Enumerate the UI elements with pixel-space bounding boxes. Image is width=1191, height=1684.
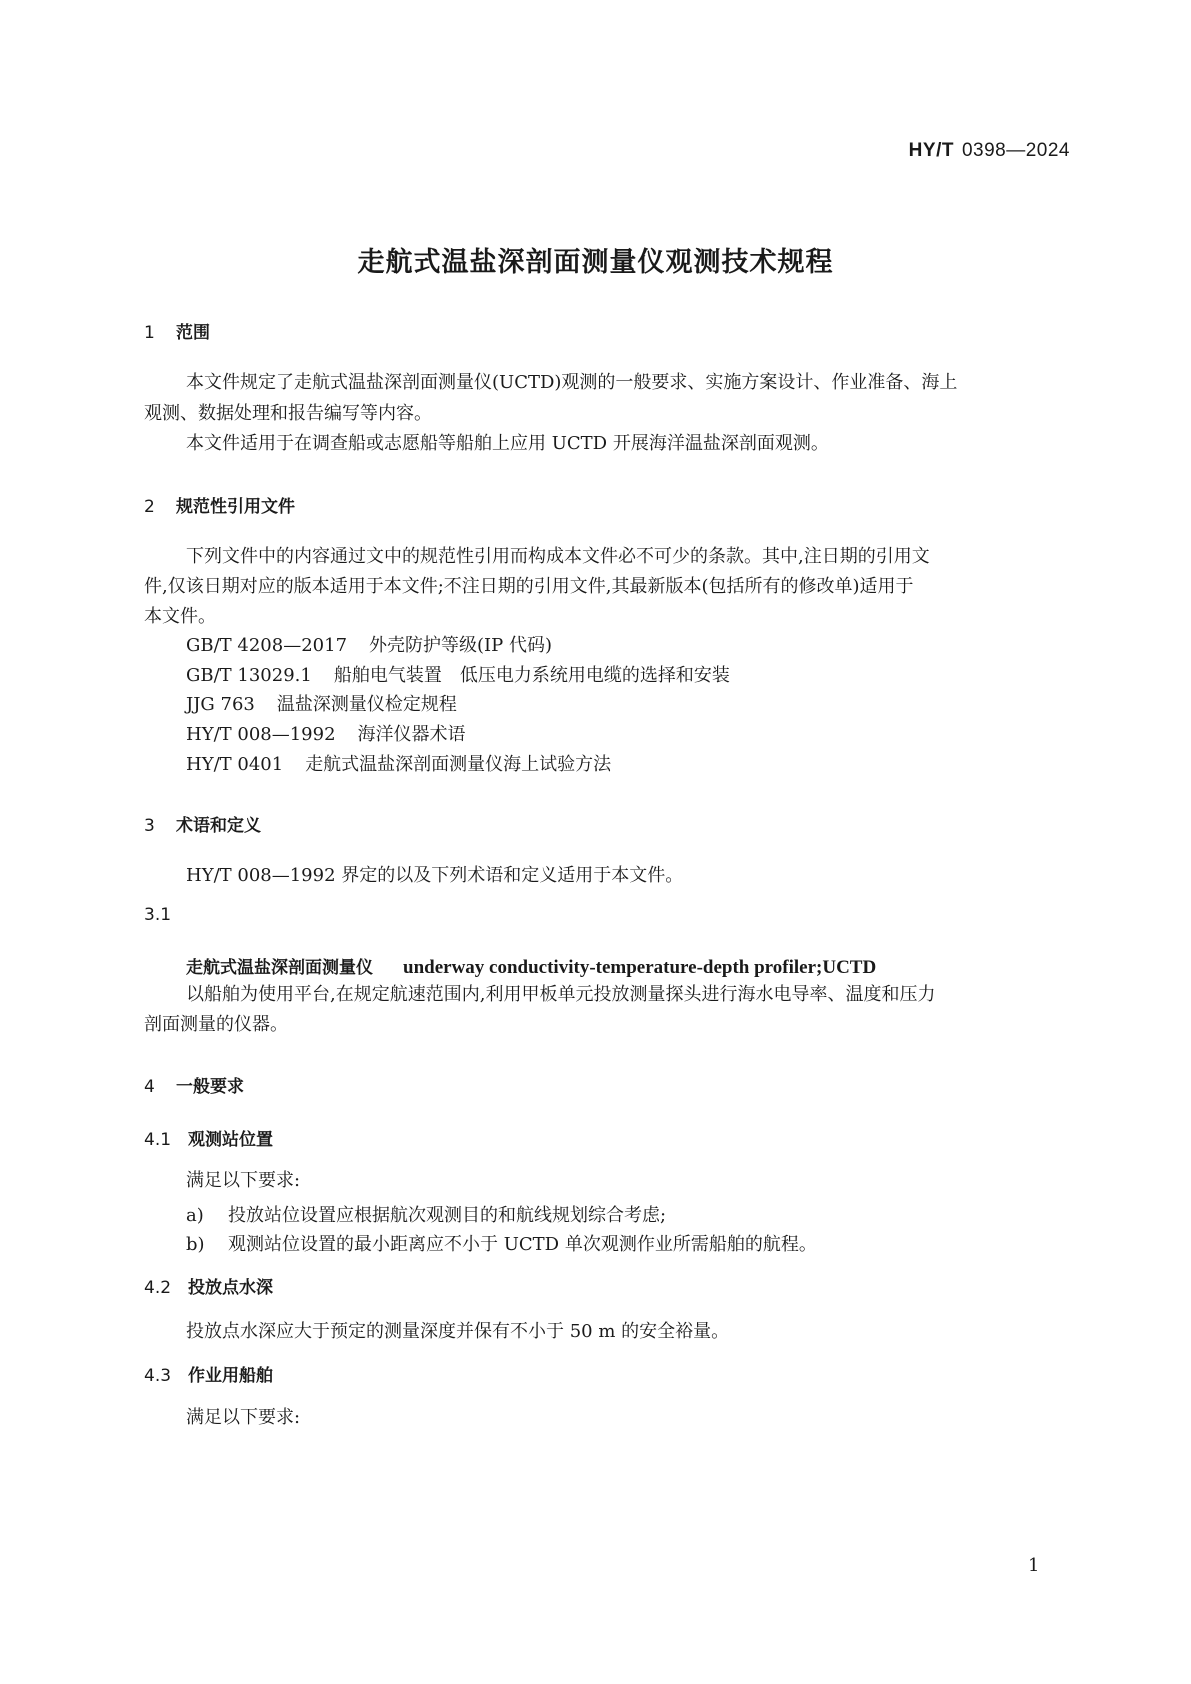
definition-line: 以船舶为使用平台,在规定航速范围内,利用甲板单元投放测量探头进行海水电导率、温度和压力 bbox=[186, 984, 936, 1005]
document-title: 走航式温盐深剖面测量仪观测技术规程 bbox=[357, 247, 834, 278]
section-number: 1 bbox=[144, 323, 155, 343]
list-marker: a) bbox=[186, 1205, 204, 1226]
reference-code: HY/T 0401 bbox=[186, 754, 284, 775]
reference-item bbox=[186, 750, 611, 776]
reference-name: 温盐深测量仪检定规程 bbox=[276, 694, 457, 715]
section-number: 4.3 bbox=[144, 1366, 172, 1386]
paragraph-line: 投放点水深应大于预定的测量深度并保有不小于 50 m 的安全裕量。 bbox=[186, 1321, 730, 1342]
list-item bbox=[186, 1230, 817, 1256]
reference-code: HY/T 008—1992 bbox=[186, 724, 336, 745]
section-4-3-heading bbox=[144, 1361, 273, 1386]
section-4-2-heading bbox=[144, 1273, 273, 1298]
section-number: 4.2 bbox=[144, 1278, 172, 1298]
section-title: 范围 bbox=[176, 323, 210, 343]
section-4-heading bbox=[144, 1072, 244, 1097]
section-number: 3 bbox=[144, 816, 155, 836]
standard-number: 0398—2024 bbox=[961, 140, 1070, 161]
paragraph-line: 本文件适用于在调查船或志愿船等船舶上应用 UCTD 开展海洋温盐深剖面观测。 bbox=[186, 433, 829, 454]
reference-item bbox=[186, 690, 457, 716]
list-text: 投放站位设置应根据航次观测目的和航线规划综合考虑; bbox=[228, 1205, 667, 1226]
section-title: 术语和定义 bbox=[176, 816, 261, 836]
paragraph-line: 满足以下要求: bbox=[186, 1407, 301, 1428]
section-title: 作业用船舶 bbox=[188, 1366, 273, 1386]
paragraph-line: 本文件规定了走航式温盐深剖面测量仪(UCTD)观测的一般要求、实施方案设计、作业准备、海上 bbox=[186, 372, 958, 393]
paragraph-line: 观测、数据处理和报告编写等内容。 bbox=[144, 403, 432, 424]
reference-item bbox=[186, 631, 552, 657]
paragraph-line: 件,仅该日期对应的版本适用于本文件;不注日期的引用文件,其最新版本(包括所有的修改单)适用于 bbox=[144, 576, 914, 597]
standard-code bbox=[700, 140, 1070, 162]
section-number: 4 bbox=[144, 1077, 155, 1097]
reference-name: 船舶电气装置 低压电力系统用电缆的选择和安装 bbox=[333, 665, 730, 686]
section-title: 观测站位置 bbox=[188, 1130, 273, 1150]
list-text: 观测站位设置的最小距离应不小于 UCTD 单次观测作业所需船舶的航程。 bbox=[228, 1234, 817, 1255]
paragraph-line: 下列文件中的内容通过文中的规范性引用而构成本文件必不可少的条款。其中,注日期的引用文 bbox=[186, 546, 930, 567]
section-number: 4.1 bbox=[144, 1130, 172, 1150]
section-title: 投放点水深 bbox=[188, 1278, 273, 1298]
reference-code: JJG 763 bbox=[186, 694, 255, 715]
term-chinese: 走航式温盐深剖面测量仪 bbox=[186, 958, 373, 978]
section-1-heading bbox=[144, 318, 210, 343]
term-english: underway conductivity-temperature-depth profiler;UCTD bbox=[403, 957, 877, 978]
section-4-1-heading bbox=[144, 1125, 273, 1150]
reference-item bbox=[186, 720, 466, 746]
list-marker: b) bbox=[186, 1234, 205, 1255]
section-number: 2 bbox=[144, 497, 155, 517]
paragraph-line: 满足以下要求: bbox=[186, 1170, 301, 1191]
definition-line: 剖面测量的仪器。 bbox=[144, 1014, 288, 1035]
paragraph-line: HY/T 008—1992 界定的以及下列术语和定义适用于本文件。 bbox=[186, 865, 684, 886]
standard-prefix: HY/T bbox=[908, 140, 954, 161]
section-2-heading bbox=[144, 492, 295, 517]
list-item bbox=[186, 1201, 666, 1227]
reference-code: GB/T 13029.1 bbox=[186, 665, 312, 686]
paragraph-line: 本文件。 bbox=[144, 606, 216, 627]
section-title: 一般要求 bbox=[176, 1077, 244, 1097]
section-title: 规范性引用文件 bbox=[176, 497, 295, 517]
reference-code: GB/T 4208—2017 bbox=[186, 635, 348, 656]
section-3-heading bbox=[144, 811, 261, 836]
reference-name: 海洋仪器术语 bbox=[357, 724, 466, 745]
page-number: 1 bbox=[1028, 1555, 1040, 1576]
reference-item bbox=[186, 661, 730, 687]
reference-name: 走航式温盐深剖面测量仪海上试验方法 bbox=[305, 754, 612, 775]
term-number: 3.1 bbox=[144, 905, 172, 925]
reference-name: 外壳防护等级(IP 代码) bbox=[369, 635, 553, 656]
term-entry bbox=[186, 953, 876, 979]
